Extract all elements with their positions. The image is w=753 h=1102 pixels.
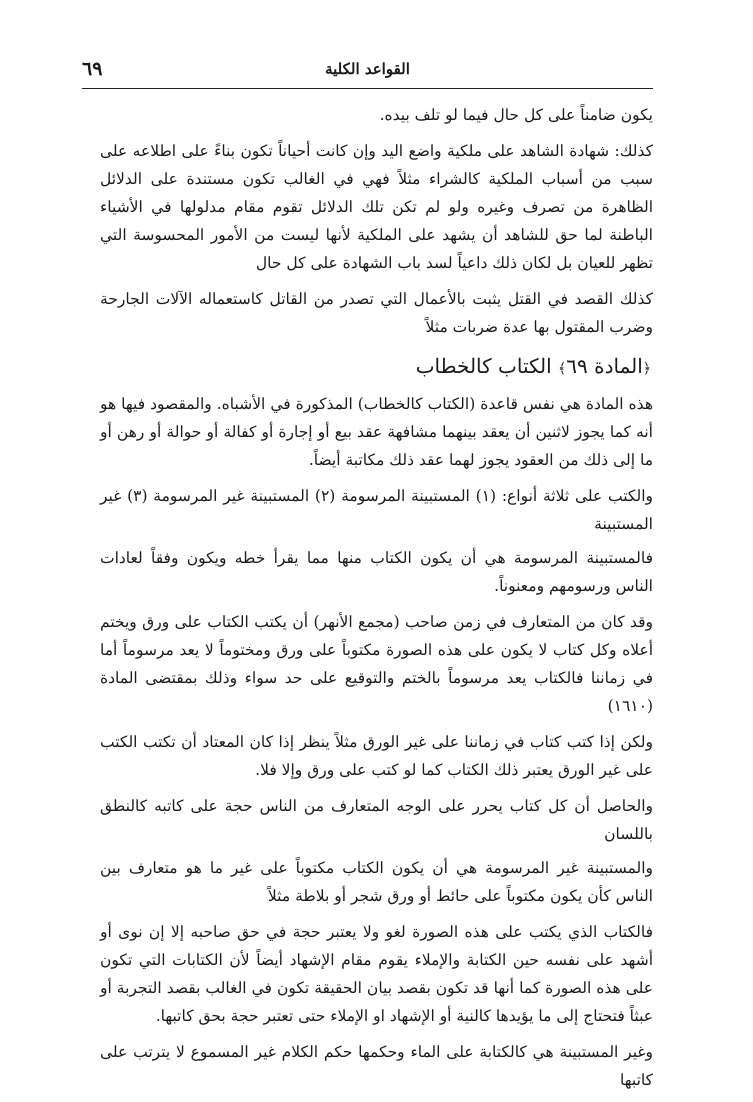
header-title: القواعد الكلية	[325, 60, 410, 78]
paragraph: والكتب على ثلاثة أنواع: (١) المستبينة المرسومة (٢) المستبينة غير المرسومة (٣) غير المستبينة	[100, 487, 653, 533]
paragraph: فالكتاب الذي يكتب على هذه الصورة لغو ولا يعتبر حجة في حق صاحبه إلا إن نوى أو أشهد على نفسه حين الكتابة والإملاء يقوم مقام الإشهاد أيضاً لأن الكتابات التي تكون على هذه الصورة كما أنها قد تكون بقصد بيان الحقيقة تكون في الغالب بقصد التجربة أو عبثاً فتحتاج إلى ما يؤيدها كالنية أو الإشهاد او الإملاء حتى تعتبر حجة بحق كاتبها.	[100, 923, 653, 1025]
paragraph: وغير المستبينة هي كالكتابة على الماء وحكمها حكم الكلام غير المسموع لا يترتب على كاتبها	[100, 1043, 653, 1089]
paragraph: ولكن إذا كتب كتاب في زماننا على غير الورق مثلاً ينظر إذا كان المعتاد أن تكتب الكتب على غير الورق يعتبر ذلك الكتاب كما لو كتب على ورق وإلا فلا.	[100, 733, 653, 779]
paragraph: وقد كان من المتعارف في زمن صاحب (مجمع الأنهر) أن يكتب الكتاب على ورق ويختم أعلاه وكل كتاب لا يكون على هذه الصورة مكتوباً على ورق ومختوماً لا يعد مرسوماً أما في زماننا فالكتاب يعد مرسوماً بالختم والتوقيع على حد سواء وذلك بمقتضى المادة (١٦١٠)	[100, 613, 653, 715]
page-number: ٦٩	[82, 58, 103, 80]
body-text	[100, 101, 653, 1102]
paragraph: يكون ضامناً على كل حال فيما لو تلف بيده.	[379, 106, 653, 124]
paragraph: والحاصل أن كل كتاب يحرر على الوجه المتعارف من الناس حجة على كاتبه كالنطق باللسان	[100, 797, 653, 843]
heading-bracket-open: ﴿	[642, 361, 651, 377]
header-divider	[82, 88, 653, 89]
section-heading	[100, 351, 651, 384]
article-number: المادة ٦٩	[566, 354, 643, 378]
article-title: الكتاب كالخطاب	[415, 354, 552, 378]
paragraph: كذلك: شهادة الشاهد على ملكية واضع اليد وإن كانت أحياناً تكون بناءً على اطلاعه على سبب من أسباب الملكية كالشراء مثلاً فهي في الغالب تكون مستندة على الدلائل الظاهرة من تصرف وغيره ولو لم تكن تلك الدلائل تقوم مقام مدلولها في الأشياء الباطنة لما حق للشاهد أن يشهد على الملكية لأنها ليست من الأمور المحسوسة التي تظهر للعيان بل لكان ذلك داعياً لسد باب الشهادة على كل حال	[100, 142, 653, 272]
heading-bracket-close: ﴾	[558, 361, 567, 377]
paragraph: هذه المادة هي نفس قاعدة (الكتاب كالخطاب) المذكورة في الأشباه. والمقصود فيها هو أنه كما يجوز لاثنين أن يعقد بينهما مشافهة عقد بيع أو إجارة أو كفالة أو حوالة أو رهن أو ما إلى ذلك من العقود يجوز لهما عقد ذلك مكاتبة أيضاً.	[100, 395, 653, 469]
paragraph: فالمستبينة المرسومة هي أن يكون الكتاب منها مما يقرأ خطه ويكون وفقاً لعادات الناس ورسومهم ومعنوناً.	[100, 549, 653, 595]
paragraph: كذلك القصد في القتل يثبت بالأعمال التي تصدر من القاتل كاستعماله الآلات الجارحة وضرب المقتول بها عدة ضربات مثلاً	[100, 290, 653, 336]
paragraph: والمستبينة غير المرسومة هي أن يكون الكتاب مكتوباً على غير ما هو متعارف بين الناس كأن يكون مكتوباً على حائط أو ورق شجر أو بلاطة مثلاً	[100, 859, 653, 905]
running-header	[82, 58, 653, 88]
